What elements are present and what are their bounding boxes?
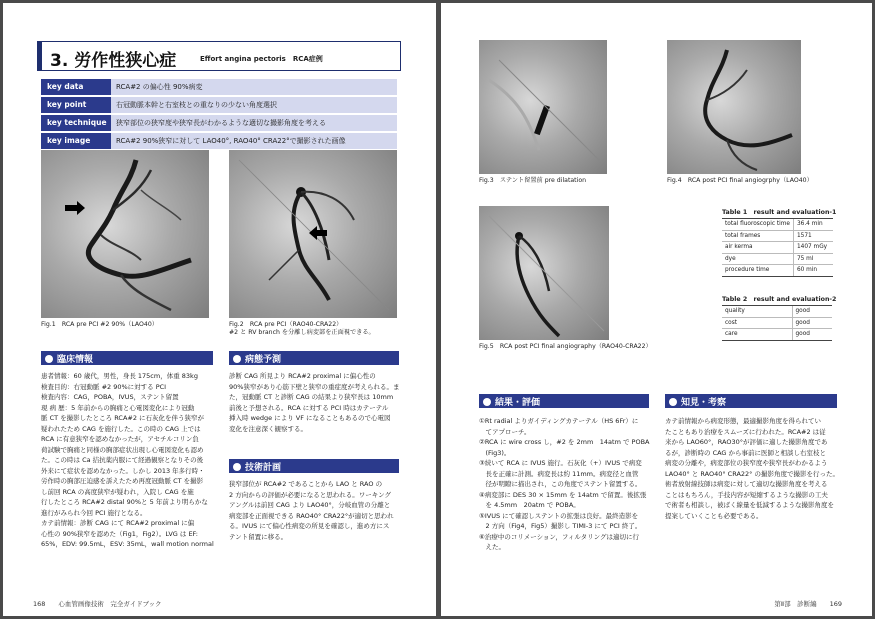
- plan-text: [229, 479, 401, 542]
- key-label: key technique: [41, 115, 111, 131]
- figure-2-caption-line1: Fig.2 RCA pre PCI（RAO40-CRA22）: [229, 321, 343, 328]
- figure-3-angiogram: [479, 40, 607, 174]
- figure-3-caption: Fig.3 ステント留置前 pre dilatation: [479, 177, 587, 184]
- table-cell-value: good: [792, 317, 832, 329]
- insight-text: [665, 416, 845, 521]
- text-line: 90%狭窄があり心筋下壁と狭窄の重症度が考えられる。ま: [229, 382, 400, 391]
- section-header-pathology: [229, 351, 399, 365]
- text-line: ことはもちろん，手技内容が短縮するような撮影の工夫: [665, 490, 828, 499]
- key-label: key image: [41, 133, 111, 149]
- text-line: 労作時の胸部圧迫感を訴えたため再度冠動脈 CT を撮影: [41, 477, 204, 486]
- bullet-icon: [233, 463, 241, 471]
- table-cell-label: care: [722, 329, 792, 341]
- angiogram-image: [41, 150, 209, 318]
- key-value: 狭窄部位の狭窄度や狭窄長がわかるような適切な撮影角度を考える: [111, 115, 397, 131]
- text-line: 来から LAO60°，RAO30°が評価に適した撮影角度であ: [665, 438, 828, 447]
- table-cell-label: dye: [722, 253, 793, 265]
- text-line: 病変の分離や，病変部位の狭窄度や狭窄長がわかるよう: [665, 459, 828, 468]
- text-line: るが，診断時の CAG から事前に医師と相談し右室枝と: [665, 448, 827, 457]
- text-line: 長を正確に計測。病変長は約 11mm。病変径と血管: [479, 469, 639, 478]
- text-line: ⑥治療中のコリメーション，フィルタリングは適切に行: [479, 532, 640, 541]
- text-line: たこともあり治療をスムーズに行われた。RCA#2 は従: [665, 427, 826, 436]
- section-title: 技術計画: [245, 463, 282, 473]
- text-line: 径が明瞭に描出され，この角度でステント留置する。: [479, 480, 642, 489]
- clinical-text: [41, 371, 217, 550]
- text-line: 提案していくことも必要である。: [665, 511, 763, 520]
- pathology-text: [229, 371, 401, 434]
- key-row: [41, 79, 397, 95]
- section-title: 知見・考察: [681, 398, 727, 408]
- figure-4-caption: Fig.4 RCA post PCI final angiogrphy（LAO40）: [667, 177, 813, 184]
- table-cell-label: quality: [722, 306, 792, 318]
- bullet-icon: [483, 398, 491, 406]
- key-label: key data: [41, 79, 111, 95]
- figure-1-caption: Fig.1 RCA pre PCI #2 90%（LAO40）: [41, 321, 158, 328]
- table-cell-value: 60 min: [793, 265, 833, 277]
- section-header-clinical: [41, 351, 213, 365]
- table-row: [722, 253, 833, 265]
- angiogram-image: [229, 150, 397, 318]
- figure-4-angiogram: [667, 40, 801, 174]
- text-line: てアプローチ。: [479, 427, 531, 436]
- text-line: し前回 RCA の高度狭窄が疑われ，入院し CAG を施: [41, 487, 194, 496]
- table-row: [722, 265, 833, 277]
- key-row: [41, 97, 397, 113]
- table-cell-label: procedure time: [722, 265, 793, 277]
- text-line: 外来にて症状を認めなかった。しかし 2013 年多行時・: [41, 466, 205, 475]
- text-line: 検査目的：右冠動脈 #2 90%に対する PCI: [41, 382, 167, 391]
- figure-2-caption-line2: #2 と RV branch を分離し病変部を正面視できる。: [229, 329, 375, 337]
- table-cell-value: 1571: [793, 230, 833, 242]
- text-line: た。この時は Ca 拮抗薬内服にて経過観察となりその後: [41, 456, 204, 465]
- table-cell-label: air kerma: [722, 242, 793, 254]
- text-line: (Fig3)。: [479, 448, 511, 457]
- key-row: [41, 115, 397, 131]
- text-line: カテ前情報から病変形態，最適撮影角度を得られてい: [665, 417, 821, 425]
- table-row: [722, 230, 833, 242]
- text-line: 診断 CAG 所見より RCA#2 proximal に偏心性の: [229, 372, 376, 380]
- text-line: 脈 CT を撮影したところ RCA#2 に石灰化を伴う狭窄が: [41, 414, 205, 423]
- text-line: カテ前情報：診断 CAG にて RCA#2 proximal に偏: [41, 519, 195, 528]
- text-line: 挿入時 wedge により VF になることもあるので心電図: [229, 414, 391, 423]
- text-line: 進行がみられ今回 PCI 施行となる。: [41, 508, 147, 517]
- table-1-title: Table 1 result and evaluation-1: [722, 209, 837, 216]
- table-cell-label: total fluoroscopic time: [722, 219, 793, 231]
- table-2-title: Table 2 result and evaluation-2: [722, 296, 837, 303]
- angiogram-image: [479, 206, 609, 340]
- table-cell-value: good: [792, 306, 832, 318]
- figure-5-caption: Fig.5 RCA post PCI final angiography（RAO40-CRA22）: [479, 343, 652, 350]
- page-footer-left: 168 心血管画像技術 完全ガイドブック: [33, 600, 162, 608]
- section-title: 臨床情報: [57, 355, 94, 365]
- section-header-plan: [229, 459, 399, 473]
- figure-5-angiogram: [479, 206, 609, 340]
- chapter-subtitle: Effort angina pectoris RCA症例: [200, 55, 323, 63]
- figure-1-angiogram: [41, 150, 209, 318]
- text-line: ②RCA に wire cross し，#2 を 2mm 14atm で POBA: [479, 438, 650, 447]
- text-line: ④病変部に DES 30 × 15mm を 14atm で留置。後拡張: [479, 490, 647, 499]
- table-cell-value: 1407 mGy: [793, 242, 833, 254]
- text-line: 現 病 歴：5 年前からの胸痛と心電図変化により冠動: [41, 403, 195, 412]
- table-row: [722, 306, 832, 318]
- page-footer-right: 第Ⅱ部 診断編 169: [774, 600, 842, 608]
- text-line: 2 方向（Fig4，Fig5）撮影し TIMI-3 にて PCI 終了。: [479, 522, 642, 531]
- text-line: 65%，EDV: 99.5mL，ESV: 35mL，wall motion normal: [41, 540, 214, 549]
- text-line: 心性の 90%狭窄を認めた（Fig1，Fig2）。LVG は EF:: [41, 529, 198, 538]
- text-line: 検査内容：CAG，POBA，IVUS，ステント留置: [41, 393, 179, 402]
- angiogram-image: [667, 40, 801, 174]
- bullet-icon: [669, 398, 677, 406]
- left-page: [3, 3, 436, 616]
- text-line: ③続いて RCA に IVUS 施行。石灰化（+）IVUS で病変: [479, 459, 642, 468]
- table-row: [722, 219, 833, 231]
- text-line: た，冠動脈 CT と診断 CAG の結果より狭窄長は 10mm: [229, 393, 394, 402]
- text-line: 行したところ RCA#2 distal 90%と 5 年前より明らかな: [41, 498, 208, 507]
- key-value: 右冠動脈本幹と右室枝との重なりの少ない角度選択: [111, 97, 397, 113]
- key-label: key point: [41, 97, 111, 113]
- table-cell-value: 36.4 min: [793, 219, 833, 231]
- text-line: RCA に有意狭窄を認めなかったが，アセチルコリン負: [41, 435, 199, 444]
- text-line: を 4.5mm 20atm で POBA。: [479, 501, 580, 510]
- title-accent-bar: [38, 42, 42, 70]
- figure-2-angiogram: [229, 150, 397, 318]
- text-line: えた。: [479, 543, 505, 552]
- text-line: 疑われたため CAG を施行した。この時の CAG 上では: [41, 424, 201, 433]
- text-line: ①Rt radial よりガイディングカテーテル（HS 6Fr）に: [479, 417, 639, 425]
- table-row: [722, 329, 832, 341]
- section-title: 結果・評価: [495, 398, 541, 408]
- section-header-insight: [665, 394, 837, 408]
- key-row: [41, 133, 397, 149]
- text-line: アングルは前回 CAG より LAO40°，分岐血管の分離と: [229, 501, 391, 510]
- text-line: 2 方向からの評価が必要になると思われる。ワーキング: [229, 490, 392, 499]
- key-table: [41, 79, 397, 151]
- key-value: RCA#2 の偏心性 90%病変: [111, 79, 397, 95]
- table-row: [722, 242, 833, 254]
- text-line: る。IVUS にて偏心性病変の所見を確認し，進め方にス: [229, 522, 390, 531]
- text-line: 前後と予想される。RCA に対する PCI 時はカテーテル: [229, 403, 389, 412]
- table-cell-value: good: [792, 329, 832, 341]
- section-header-result: [479, 394, 649, 408]
- chapter-title: 3. 労作性狭心症: [50, 51, 177, 71]
- bullet-icon: [233, 355, 241, 363]
- table-cell-value: 75 ml: [793, 253, 833, 265]
- table-cell-label: total frames: [722, 230, 793, 242]
- table-1: [722, 218, 833, 277]
- text-line: テント留置に移る。: [229, 532, 288, 541]
- text-line: 病変部を正面視できる RAO40° CRA22°が適切と思われ: [229, 511, 394, 520]
- chapter-title-box: [37, 41, 401, 71]
- figure-2-caption: [229, 321, 375, 338]
- table-2: [722, 305, 832, 341]
- angiogram-image: [479, 40, 607, 174]
- table-cell-label: cost: [722, 317, 792, 329]
- text-line: で術者も相談し，被ばく線量を低減するような撮影角度を: [665, 501, 834, 510]
- key-value: RCA#2 90%狭窄に対して LAO40°, RAO40° CRA22°で撮影された画像: [111, 133, 397, 149]
- text-line: 術者放射線技師は病変に対して適切な撮影角度を考える: [665, 480, 828, 489]
- text-line: 変化を注意深く観察する。: [229, 424, 307, 433]
- bullet-icon: [45, 355, 53, 363]
- text-line: 狭窄部位が RCA#2 であることから LAO と RAO の: [229, 480, 383, 488]
- table-row: [722, 317, 832, 329]
- text-line: LAO40° と RAO40° CRA22° の撮影角度で撮影を行った。: [665, 469, 839, 478]
- result-text: [479, 416, 659, 553]
- text-line: 患者情報：60 歳代，男性，身長 175cm，体重 83kg: [41, 372, 198, 380]
- right-page: [441, 3, 872, 616]
- text-line: ⑤IVUS にて確認しステントの拡張は良好。最終造影を: [479, 511, 639, 520]
- text-line: 荷試験で胸痛と同様の胸部症状出現し心電図変化も認め: [41, 445, 204, 454]
- section-title: 病態予測: [245, 355, 282, 365]
